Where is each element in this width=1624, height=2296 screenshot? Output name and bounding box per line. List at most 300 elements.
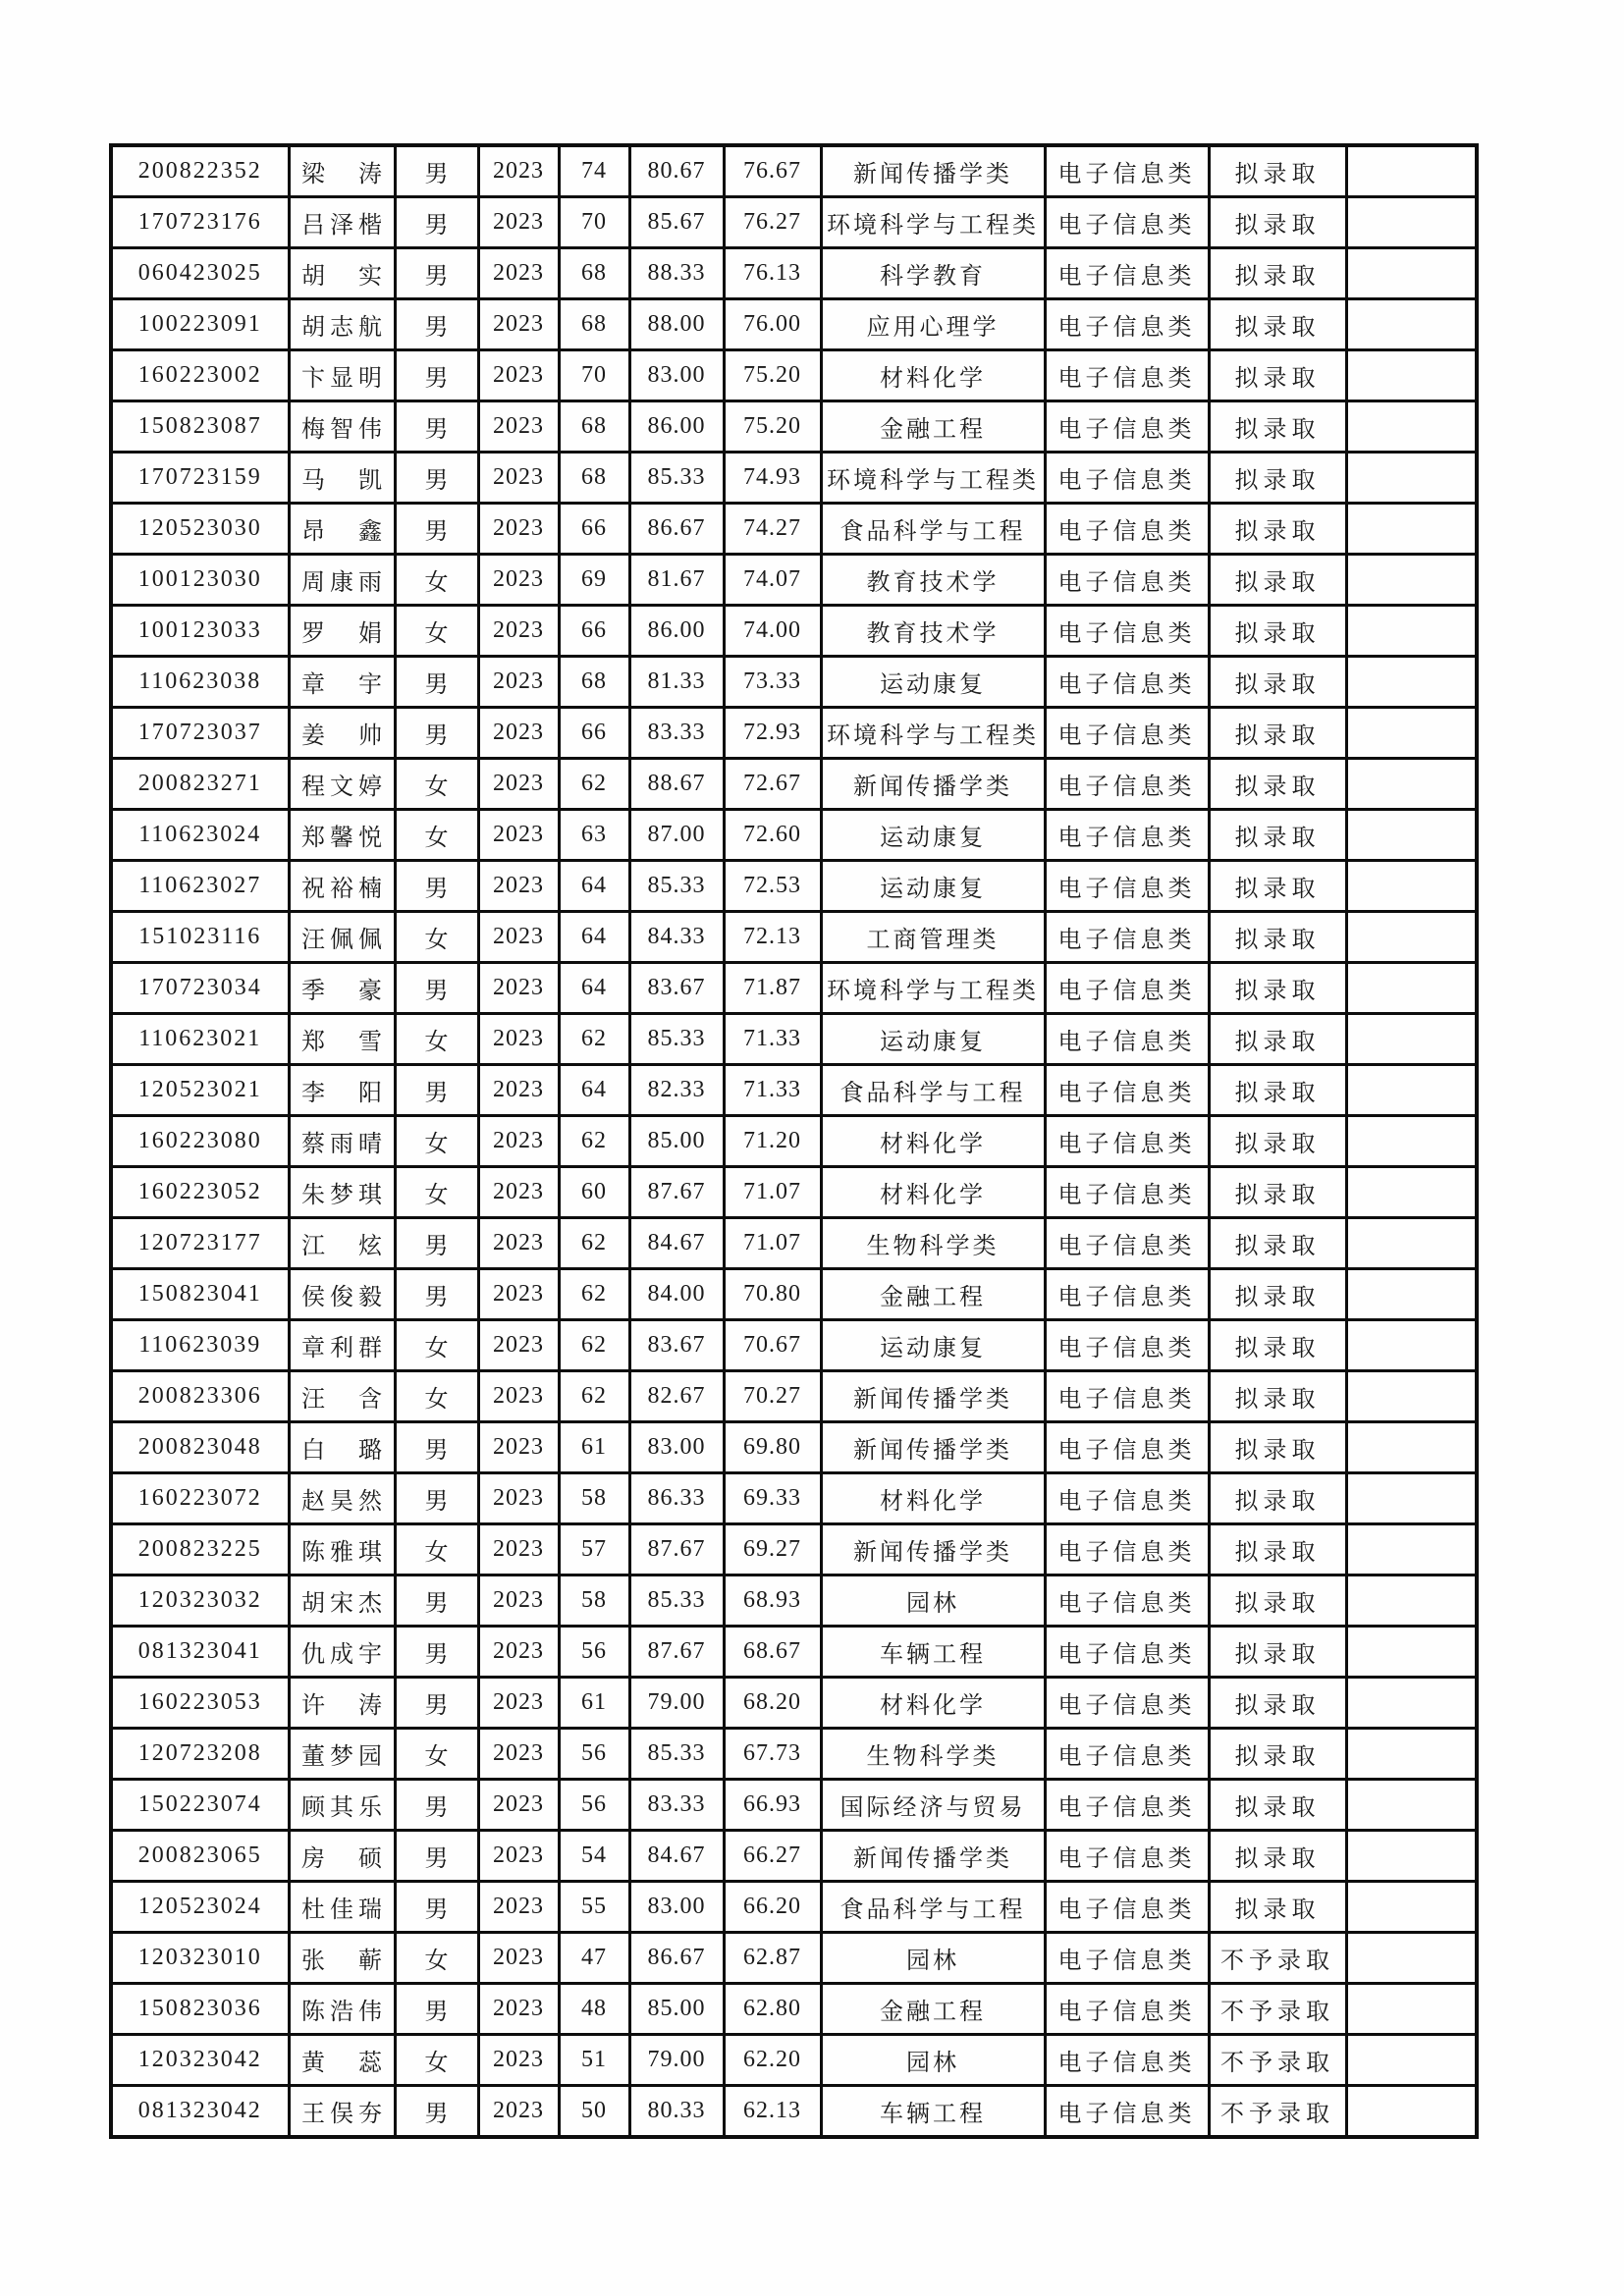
cell-student-id: 200823271 [111, 759, 289, 810]
table-row [111, 1167, 1477, 1218]
cell-category: 电子信息类 [1045, 1218, 1209, 1269]
cell-student-id: 160223052 [111, 1167, 289, 1218]
cell-name [289, 1065, 395, 1116]
table-row [111, 1422, 1477, 1473]
cell-score1: 48 [559, 1984, 629, 2035]
cell-score3: 68.67 [724, 1627, 821, 1678]
cell-score2: 86.00 [629, 606, 724, 657]
cell-student-id: 150823041 [111, 1269, 289, 1320]
student-name-text: 胡实 [301, 264, 382, 290]
cell-gender: 男 [395, 401, 478, 453]
cell-name [289, 1014, 395, 1065]
cell-remark [1346, 197, 1477, 248]
cell-score2: 83.33 [629, 1780, 724, 1831]
cell-major: 材料化学 [821, 350, 1045, 401]
cell-year: 2023 [478, 1218, 559, 1269]
cell-major: 材料化学 [821, 1473, 1045, 1524]
cell-score1: 56 [559, 1780, 629, 1831]
cell-year: 2023 [478, 708, 559, 759]
student-name-text: 侯俊毅 [301, 1285, 382, 1310]
cell-student-id: 160223080 [111, 1116, 289, 1167]
admission-results-table [109, 143, 1479, 2139]
cell-score3: 73.33 [724, 657, 821, 708]
cell-remark [1346, 2035, 1477, 2086]
cell-major: 材料化学 [821, 1167, 1045, 1218]
cell-major: 车辆工程 [821, 2086, 1045, 2138]
cell-score3: 66.93 [724, 1780, 821, 1831]
cell-year: 2023 [478, 1831, 559, 1882]
cell-gender: 男 [395, 657, 478, 708]
cell-score3: 76.27 [724, 197, 821, 248]
cell-year: 2023 [478, 1320, 559, 1371]
cell-score3: 68.20 [724, 1678, 821, 1729]
cell-gender: 女 [395, 555, 478, 606]
cell-score2: 88.67 [629, 759, 724, 810]
cell-category: 电子信息类 [1045, 1320, 1209, 1371]
cell-remark [1346, 453, 1477, 504]
cell-year: 2023 [478, 453, 559, 504]
table-row [111, 1627, 1477, 1678]
cell-remark [1346, 299, 1477, 350]
student-name-text: 祝裕楠 [301, 877, 382, 902]
cell-category: 电子信息类 [1045, 1014, 1209, 1065]
cell-major: 园林 [821, 1933, 1045, 1984]
cell-gender: 男 [395, 145, 478, 197]
cell-name [289, 1524, 395, 1575]
table-row [111, 2086, 1477, 2138]
cell-score2: 85.67 [629, 197, 724, 248]
cell-name [289, 504, 395, 555]
cell-category: 电子信息类 [1045, 861, 1209, 912]
cell-score1: 57 [559, 1524, 629, 1575]
cell-remark [1346, 1984, 1477, 2035]
cell-score2: 80.33 [629, 2086, 724, 2138]
cell-gender: 女 [395, 1729, 478, 1780]
cell-remark [1346, 1320, 1477, 1371]
cell-score3: 72.13 [724, 912, 821, 963]
cell-remark [1346, 504, 1477, 555]
cell-student-id: 170723159 [111, 453, 289, 504]
cell-score2: 81.33 [629, 657, 724, 708]
table-row [111, 1575, 1477, 1627]
cell-score3: 76.13 [724, 248, 821, 299]
cell-category: 电子信息类 [1045, 606, 1209, 657]
cell-major: 园林 [821, 2035, 1045, 2086]
cell-status: 拟录取 [1209, 350, 1346, 401]
cell-remark [1346, 1933, 1477, 1984]
cell-major: 金融工程 [821, 1269, 1045, 1320]
cell-major: 环境科学与工程类 [821, 708, 1045, 759]
cell-score2: 81.67 [629, 555, 724, 606]
student-name-text: 章利群 [301, 1336, 382, 1362]
cell-score1: 62 [559, 1269, 629, 1320]
cell-remark [1346, 912, 1477, 963]
cell-category: 电子信息类 [1045, 963, 1209, 1014]
cell-remark [1346, 1014, 1477, 1065]
cell-category: 电子信息类 [1045, 708, 1209, 759]
cell-gender: 女 [395, 759, 478, 810]
table-row [111, 1014, 1477, 1065]
cell-student-id: 100223091 [111, 299, 289, 350]
cell-student-id: 060423025 [111, 248, 289, 299]
cell-score2: 86.33 [629, 1473, 724, 1524]
table-row [111, 1269, 1477, 1320]
cell-student-id: 120523030 [111, 504, 289, 555]
cell-gender: 男 [395, 1984, 478, 2035]
cell-score1: 68 [559, 401, 629, 453]
cell-category: 电子信息类 [1045, 1524, 1209, 1575]
student-name-text: 仇成宇 [301, 1642, 382, 1668]
cell-remark [1346, 401, 1477, 453]
cell-status: 不予录取 [1209, 1933, 1346, 1984]
cell-score2: 85.33 [629, 1575, 724, 1627]
cell-student-id: 110623021 [111, 1014, 289, 1065]
cell-student-id: 120323032 [111, 1575, 289, 1627]
cell-year: 2023 [478, 1371, 559, 1422]
cell-score3: 74.00 [724, 606, 821, 657]
cell-score3: 70.80 [724, 1269, 821, 1320]
cell-student-id: 110623039 [111, 1320, 289, 1371]
cell-gender: 男 [395, 1422, 478, 1473]
cell-name [289, 1371, 395, 1422]
student-name-text: 梁涛 [301, 162, 382, 187]
cell-student-id: 170723034 [111, 963, 289, 1014]
student-name-text: 陈浩伟 [301, 2000, 382, 2025]
cell-status: 拟录取 [1209, 810, 1346, 861]
cell-score3: 74.07 [724, 555, 821, 606]
cell-score3: 62.87 [724, 1933, 821, 1984]
cell-category: 电子信息类 [1045, 350, 1209, 401]
cell-score2: 87.67 [629, 1167, 724, 1218]
cell-gender: 男 [395, 861, 478, 912]
cell-score2: 85.33 [629, 1729, 724, 1780]
cell-score1: 68 [559, 248, 629, 299]
cell-score3: 74.93 [724, 453, 821, 504]
cell-score2: 83.67 [629, 963, 724, 1014]
cell-score2: 87.67 [629, 1627, 724, 1678]
cell-major: 应用心理学 [821, 299, 1045, 350]
student-name-text: 姜帅 [301, 723, 382, 749]
cell-score1: 64 [559, 963, 629, 1014]
cell-status: 拟录取 [1209, 1269, 1346, 1320]
cell-student-id: 170723176 [111, 197, 289, 248]
table-row [111, 963, 1477, 1014]
cell-gender: 女 [395, 912, 478, 963]
cell-gender: 男 [395, 299, 478, 350]
cell-score1: 61 [559, 1422, 629, 1473]
cell-name [289, 1269, 395, 1320]
cell-score2: 86.00 [629, 401, 724, 453]
cell-score3: 71.07 [724, 1167, 821, 1218]
cell-major: 金融工程 [821, 1984, 1045, 2035]
cell-score1: 70 [559, 197, 629, 248]
cell-score1: 56 [559, 1729, 629, 1780]
cell-major: 生物科学类 [821, 1218, 1045, 1269]
cell-remark [1346, 1065, 1477, 1116]
cell-gender: 男 [395, 1678, 478, 1729]
cell-score2: 84.00 [629, 1269, 724, 1320]
cell-name [289, 708, 395, 759]
cell-name [289, 1933, 395, 1984]
cell-name [289, 657, 395, 708]
cell-student-id: 120523024 [111, 1882, 289, 1933]
cell-score1: 62 [559, 759, 629, 810]
table-row [111, 1831, 1477, 1882]
cell-student-id: 170723037 [111, 708, 289, 759]
student-name-text: 罗娟 [301, 621, 382, 647]
cell-major: 材料化学 [821, 1116, 1045, 1167]
cell-status: 拟录取 [1209, 401, 1346, 453]
student-name-text: 蔡雨晴 [301, 1132, 382, 1157]
cell-remark [1346, 657, 1477, 708]
cell-gender: 男 [395, 504, 478, 555]
cell-score3: 71.33 [724, 1014, 821, 1065]
cell-score1: 54 [559, 1831, 629, 1882]
cell-score1: 61 [559, 1678, 629, 1729]
cell-score2: 82.33 [629, 1065, 724, 1116]
cell-name [289, 1729, 395, 1780]
cell-score3: 69.80 [724, 1422, 821, 1473]
cell-name [289, 1627, 395, 1678]
cell-year: 2023 [478, 1065, 559, 1116]
cell-student-id: 081323041 [111, 1627, 289, 1678]
cell-category: 电子信息类 [1045, 1116, 1209, 1167]
cell-major: 环境科学与工程类 [821, 453, 1045, 504]
cell-status: 拟录取 [1209, 1116, 1346, 1167]
cell-score1: 58 [559, 1473, 629, 1524]
cell-remark [1346, 1780, 1477, 1831]
cell-student-id: 160223053 [111, 1678, 289, 1729]
cell-major: 教育技术学 [821, 606, 1045, 657]
cell-category: 电子信息类 [1045, 1780, 1209, 1831]
cell-score1: 70 [559, 350, 629, 401]
student-name-text: 胡宋杰 [301, 1591, 382, 1617]
cell-category: 电子信息类 [1045, 1882, 1209, 1933]
cell-major: 新闻传播学类 [821, 145, 1045, 197]
cell-gender: 男 [395, 197, 478, 248]
cell-gender: 男 [395, 963, 478, 1014]
cell-category: 电子信息类 [1045, 555, 1209, 606]
cell-category: 电子信息类 [1045, 1473, 1209, 1524]
cell-gender: 女 [395, 1371, 478, 1422]
table-row [111, 708, 1477, 759]
cell-student-id: 200823225 [111, 1524, 289, 1575]
table-row [111, 401, 1477, 453]
cell-gender: 男 [395, 453, 478, 504]
student-name-text: 昂鑫 [301, 519, 382, 545]
cell-name [289, 145, 395, 197]
cell-name [289, 555, 395, 606]
cell-status: 拟录取 [1209, 1422, 1346, 1473]
cell-score1: 58 [559, 1575, 629, 1627]
cell-status: 拟录取 [1209, 606, 1346, 657]
cell-remark [1346, 1473, 1477, 1524]
table-row [111, 248, 1477, 299]
cell-category: 电子信息类 [1045, 1933, 1209, 1984]
table-row [111, 197, 1477, 248]
cell-remark [1346, 555, 1477, 606]
cell-major: 科学教育 [821, 248, 1045, 299]
student-name-text: 李阳 [301, 1081, 382, 1106]
cell-score2: 87.67 [629, 1524, 724, 1575]
cell-year: 2023 [478, 555, 559, 606]
cell-major: 食品科学与工程 [821, 1065, 1045, 1116]
student-name-text: 吕泽楷 [301, 213, 382, 239]
student-name-text: 郑馨悦 [301, 826, 382, 851]
cell-score2: 84.67 [629, 1831, 724, 1882]
table-row [111, 1320, 1477, 1371]
cell-score1: 55 [559, 1882, 629, 1933]
cell-gender: 女 [395, 606, 478, 657]
table-row [111, 1780, 1477, 1831]
cell-student-id: 150823087 [111, 401, 289, 453]
cell-major: 食品科学与工程 [821, 504, 1045, 555]
student-name-text: 顾其乐 [301, 1795, 382, 1821]
table-row [111, 145, 1477, 197]
student-name-text: 卞显明 [301, 366, 382, 392]
cell-gender: 男 [395, 708, 478, 759]
cell-remark [1346, 1882, 1477, 1933]
cell-year: 2023 [478, 350, 559, 401]
cell-major: 生物科学类 [821, 1729, 1045, 1780]
table-row [111, 657, 1477, 708]
table-row [111, 861, 1477, 912]
cell-score3: 62.13 [724, 2086, 821, 2138]
cell-score2: 85.00 [629, 1116, 724, 1167]
table-row [111, 350, 1477, 401]
student-name-text: 朱梦琪 [301, 1183, 382, 1208]
cell-score1: 60 [559, 1167, 629, 1218]
cell-student-id: 110623038 [111, 657, 289, 708]
cell-status: 拟录取 [1209, 963, 1346, 1014]
cell-year: 2023 [478, 248, 559, 299]
cell-name [289, 912, 395, 963]
cell-score2: 85.00 [629, 1984, 724, 2035]
cell-major: 国际经济与贸易 [821, 1780, 1045, 1831]
cell-score2: 83.33 [629, 708, 724, 759]
cell-year: 2023 [478, 1473, 559, 1524]
cell-score2: 79.00 [629, 2035, 724, 2086]
table-row [111, 1882, 1477, 1933]
cell-remark [1346, 1218, 1477, 1269]
cell-name [289, 1167, 395, 1218]
cell-major: 新闻传播学类 [821, 1422, 1045, 1473]
cell-score1: 66 [559, 708, 629, 759]
student-name-text: 汪佩佩 [301, 928, 382, 953]
cell-status: 拟录取 [1209, 1729, 1346, 1780]
cell-major: 工商管理类 [821, 912, 1045, 963]
cell-name [289, 1473, 395, 1524]
table-row [111, 1371, 1477, 1422]
cell-remark [1346, 1422, 1477, 1473]
cell-score2: 86.67 [629, 1933, 724, 1984]
cell-score2: 85.33 [629, 1014, 724, 1065]
cell-status: 拟录取 [1209, 1014, 1346, 1065]
cell-gender: 男 [395, 1831, 478, 1882]
cell-gender: 男 [395, 1780, 478, 1831]
cell-name [289, 861, 395, 912]
cell-year: 2023 [478, 2086, 559, 2138]
cell-year: 2023 [478, 1167, 559, 1218]
table-row [111, 1729, 1477, 1780]
student-name-text: 江炫 [301, 1234, 382, 1259]
cell-category: 电子信息类 [1045, 197, 1209, 248]
cell-status: 拟录取 [1209, 1524, 1346, 1575]
cell-score1: 66 [559, 606, 629, 657]
cell-remark [1346, 708, 1477, 759]
student-name-text: 汪含 [301, 1387, 382, 1413]
cell-status: 不予录取 [1209, 2086, 1346, 2138]
cell-score3: 76.67 [724, 145, 821, 197]
cell-year: 2023 [478, 1882, 559, 1933]
cell-score2: 79.00 [629, 1678, 724, 1729]
cell-gender: 女 [395, 810, 478, 861]
cell-year: 2023 [478, 197, 559, 248]
table-row [111, 759, 1477, 810]
cell-score3: 71.07 [724, 1218, 821, 1269]
cell-year: 2023 [478, 1269, 559, 1320]
cell-major: 材料化学 [821, 1678, 1045, 1729]
cell-category: 电子信息类 [1045, 401, 1209, 453]
cell-gender: 男 [395, 248, 478, 299]
cell-status: 拟录取 [1209, 504, 1346, 555]
cell-remark [1346, 759, 1477, 810]
table-row [111, 606, 1477, 657]
cell-remark [1346, 1729, 1477, 1780]
cell-status: 拟录取 [1209, 861, 1346, 912]
cell-score3: 76.00 [724, 299, 821, 350]
cell-remark [1346, 810, 1477, 861]
cell-status: 拟录取 [1209, 1575, 1346, 1627]
cell-student-id: 120723177 [111, 1218, 289, 1269]
cell-major: 新闻传播学类 [821, 759, 1045, 810]
cell-name [289, 810, 395, 861]
student-name-text: 郑雪 [301, 1030, 382, 1055]
cell-score2: 83.00 [629, 1422, 724, 1473]
cell-major: 新闻传播学类 [821, 1371, 1045, 1422]
cell-name [289, 606, 395, 657]
cell-status: 拟录取 [1209, 1882, 1346, 1933]
cell-major: 新闻传播学类 [821, 1524, 1045, 1575]
cell-student-id: 100123030 [111, 555, 289, 606]
cell-score2: 83.00 [629, 350, 724, 401]
cell-gender: 男 [395, 1473, 478, 1524]
student-name-text: 董梦园 [301, 1744, 382, 1770]
cell-remark [1346, 1371, 1477, 1422]
student-name-text: 程文婷 [301, 774, 382, 800]
cell-score3: 75.20 [724, 401, 821, 453]
cell-score1: 64 [559, 1065, 629, 1116]
cell-gender: 男 [395, 350, 478, 401]
cell-year: 2023 [478, 1984, 559, 2035]
cell-remark [1346, 1831, 1477, 1882]
cell-gender: 男 [395, 1218, 478, 1269]
cell-score1: 62 [559, 1014, 629, 1065]
cell-score3: 72.53 [724, 861, 821, 912]
cell-status: 拟录取 [1209, 299, 1346, 350]
cell-status: 拟录取 [1209, 912, 1346, 963]
cell-score1: 64 [559, 861, 629, 912]
cell-category: 电子信息类 [1045, 248, 1209, 299]
student-name-text: 季豪 [301, 979, 382, 1004]
cell-score2: 85.33 [629, 453, 724, 504]
cell-gender: 女 [395, 1933, 478, 1984]
cell-year: 2023 [478, 912, 559, 963]
cell-year: 2023 [478, 1014, 559, 1065]
cell-student-id: 120323010 [111, 1933, 289, 1984]
cell-major: 运动康复 [821, 861, 1045, 912]
student-name-text: 许涛 [301, 1693, 382, 1719]
